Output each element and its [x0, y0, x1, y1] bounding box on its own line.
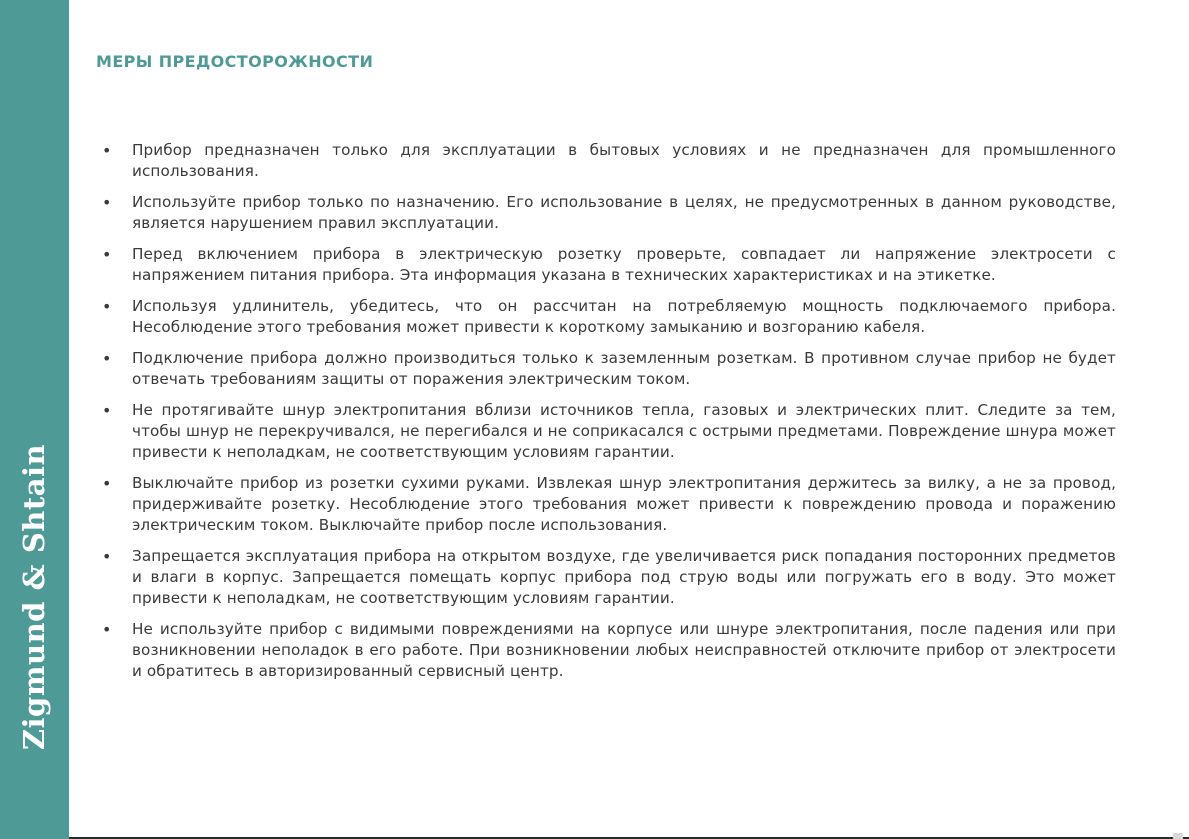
precaution-item: • Не протягивайте шнур электропитания вблизи источников тепла, газовых и электрических плит. Следите за тем, чтобы шнур не перекручивался, не перегибался и не соприкасался с острыми предметами. Повреждение шнура может привести к неполадкам, не соответствующим условиям гарантии.: [132, 400, 1116, 463]
precaution-item: • Не используйте прибор с видимыми повреждениями на корпусе или шнуре электропитания, после падения или при возникновении неполадок в его работе. При возникновении любых неисправностей отключите прибор от электросети и обратитесь в авторизированный сервисный центр.: [132, 619, 1116, 682]
precaution-item: • Запрещается эксплуатация прибора на открытом воздухе, где увеличивается риск попадания посторонних предметов и влаги в корпус. Запрещается помещать корпус прибора под струю воды или погружать его в воду. Это может привести к неполадкам, не соответствующим условиям гарантии.: [132, 546, 1116, 609]
precaution-item: • Прибор предназначен только для эксплуатации в бытовых условиях и не предназначен для промышленного использования.: [132, 140, 1116, 182]
precaution-item: • Перед включением прибора в электрическую розетку проверьте, совпадает ли напряжение электросети с напряжением питания прибора. Эта информация указана в технических характеристиках и на этикетке.: [132, 244, 1116, 286]
page-heading: МЕРЫ ПРЕДОСТОРОЖНОСТИ: [96, 52, 374, 71]
brand-logo: Zigmund & Shtain: [17, 443, 51, 751]
precautions-list: [132, 140, 1116, 692]
brand-sidebar: [0, 0, 69, 839]
precaution-item: • Используя удлинитель, убедитесь, что он рассчитан на потребляемую мощность подключаемого прибора. Несоблюдение этого требования может привести к короткому замыканию и возгоранию кабеля.: [132, 296, 1116, 338]
precaution-item: • Подключение прибора должно производиться только к заземленным розеткам. В противном случае прибор не будет отвечать требованиям защиты от поражения электрическим током.: [132, 348, 1116, 390]
precaution-item: • Используйте прибор только по назначению. Его использование в целях, не предусмотренных в данном руководстве, является нарушением правил эксплуатации.: [132, 192, 1116, 234]
corner-mark: [1173, 833, 1183, 839]
precaution-item: • Выключайте прибор из розетки сухими руками. Извлекая шнур электропитания держитесь за вилку, а не за провод, придерживайте розетку. Несоблюдение этого требования может привести к повреждению провода и поражению электрическим током. Выключайте прибор после использования.: [132, 473, 1116, 536]
